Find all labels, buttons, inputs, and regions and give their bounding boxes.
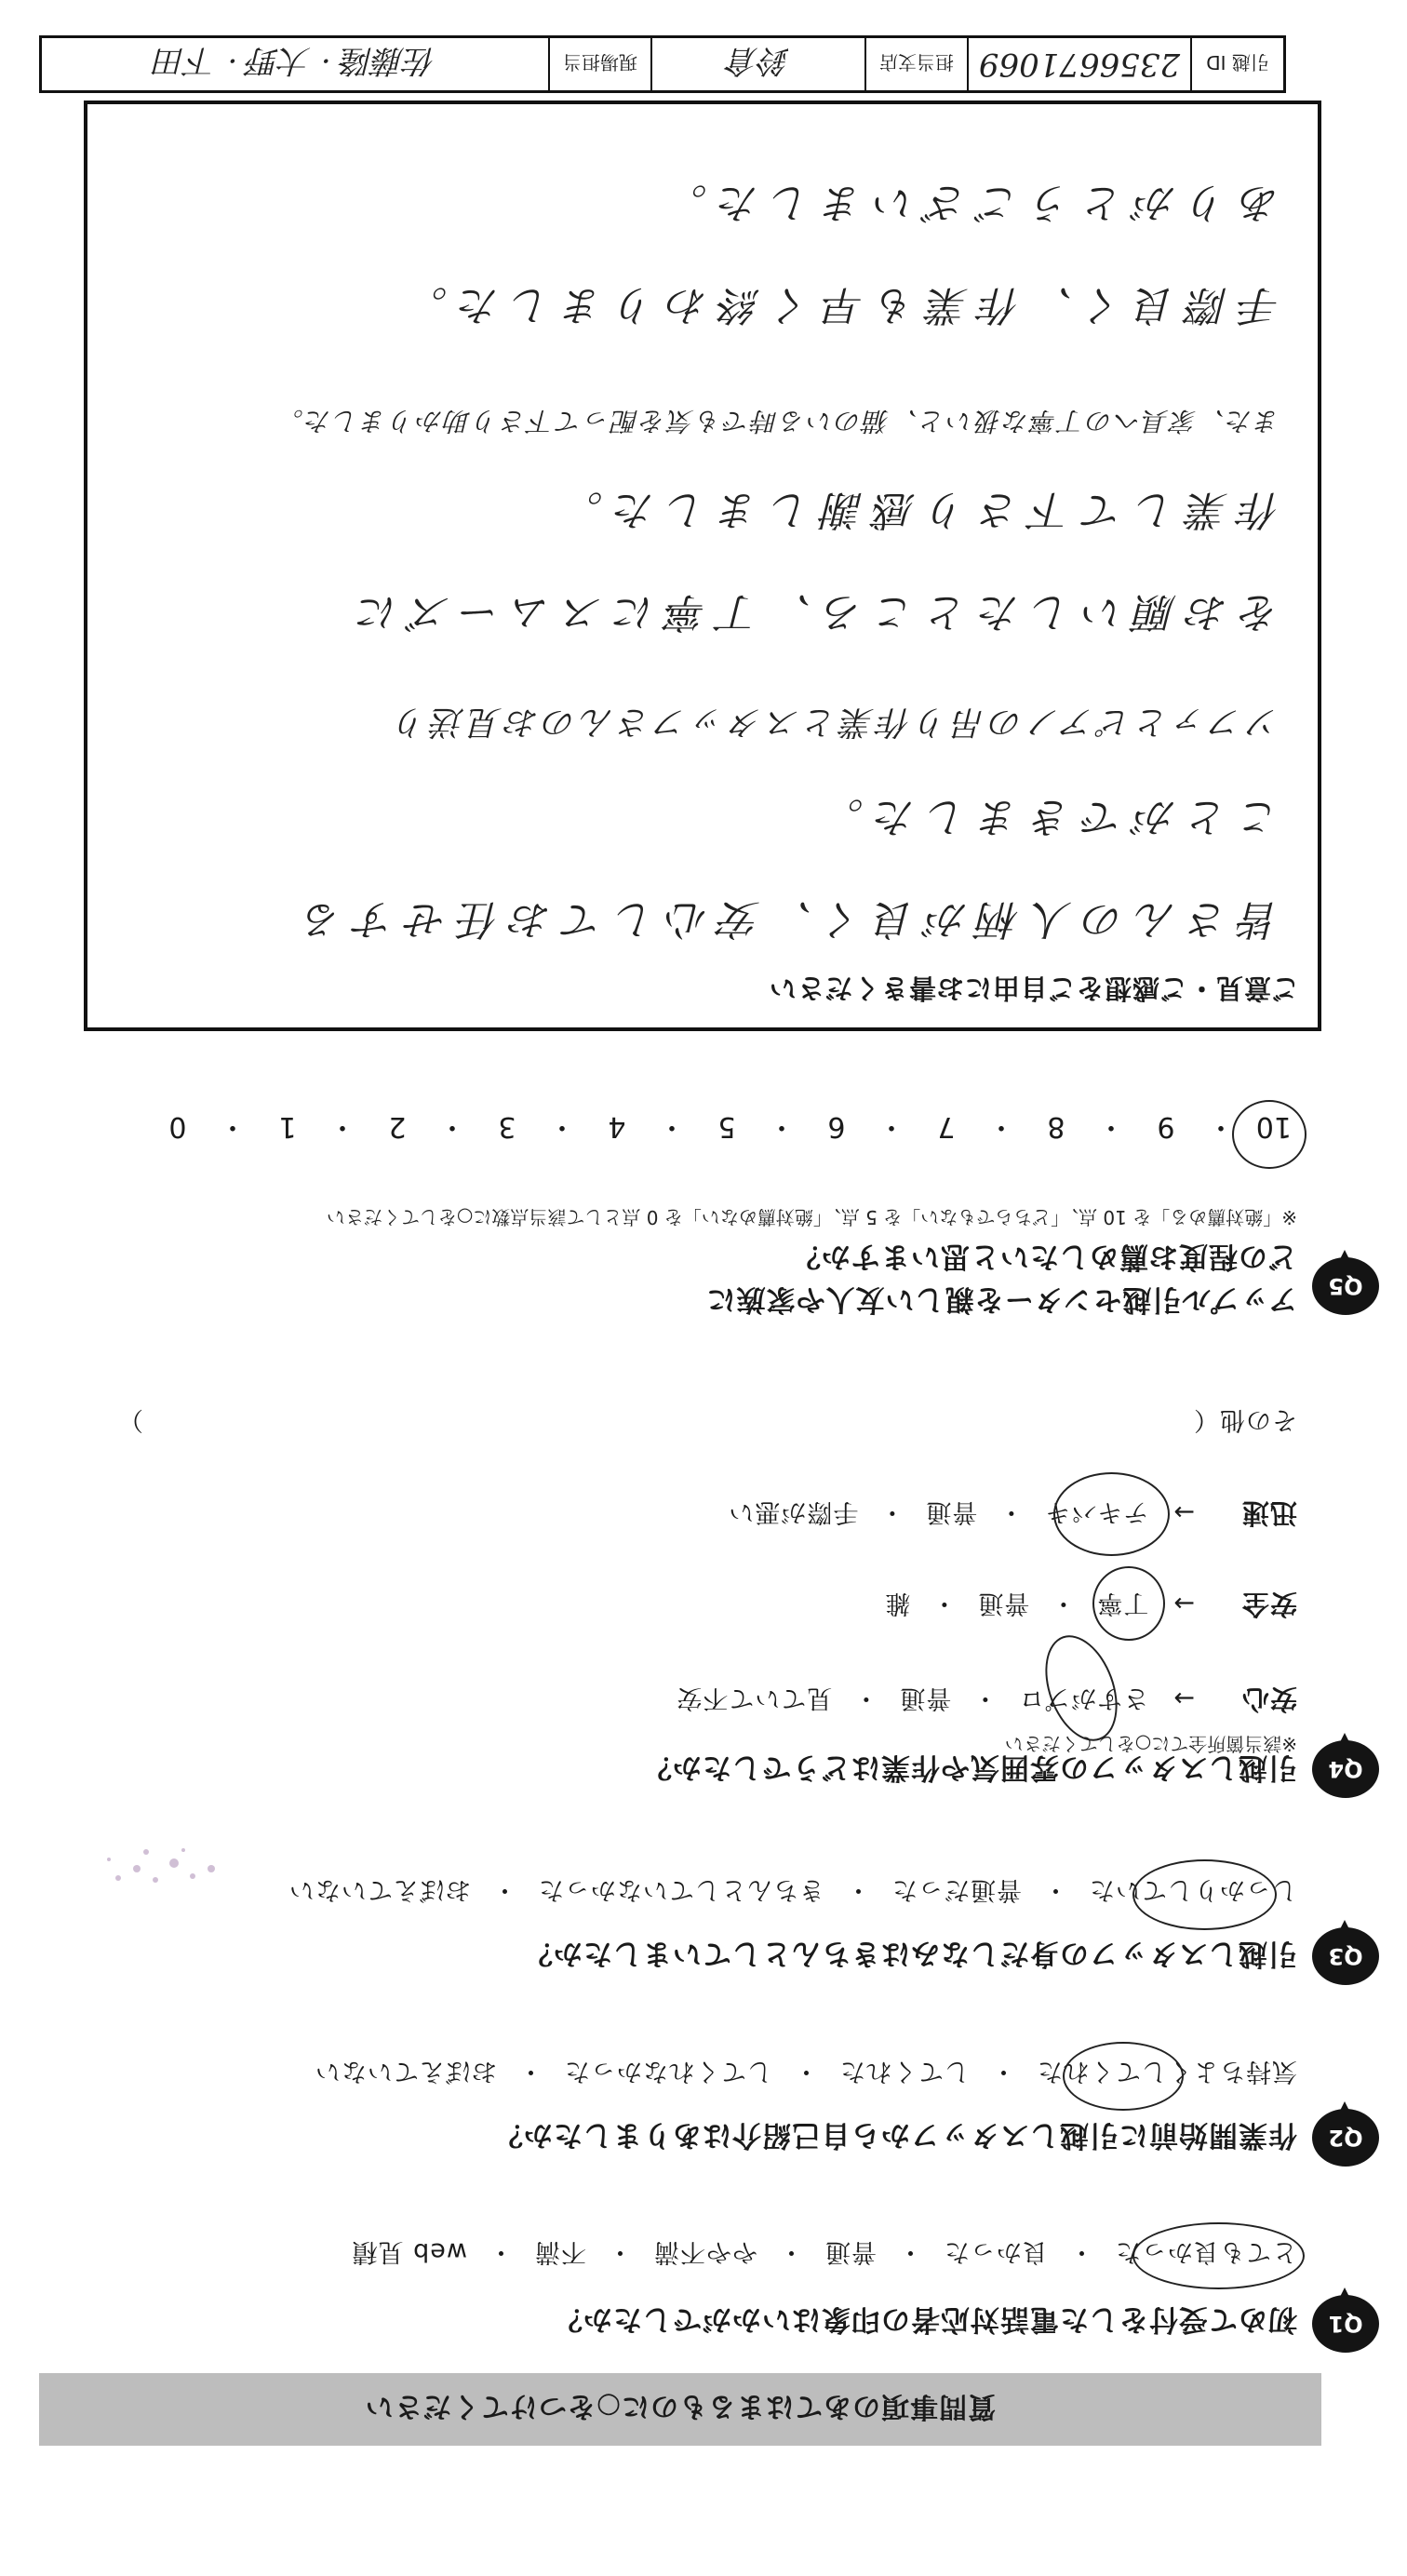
comment-line-8: ありがとうございました。 <box>655 179 1280 226</box>
q4-relief-option-normal[interactable]: 普通 <box>899 1684 952 1712</box>
q4-speed-answer-circle <box>1053 1472 1170 1556</box>
scale-5[interactable]: 5 <box>717 1110 736 1143</box>
q5-note: ※「絶対薦める」を 10 点、「どちらでもない」を 5 点、「絶対薦めない」を 0 点として該当点数に○をしてください <box>326 1206 1297 1228</box>
branch-label-cell <box>864 38 967 90</box>
scale-1[interactable]: 1 <box>278 1110 297 1143</box>
q5-scale: 10・9・8・7・6・5・4・3・2・1・0 <box>162 1109 1292 1150</box>
scale-8[interactable]: 8 <box>1047 1110 1065 1143</box>
comments-box[interactable] <box>84 101 1321 1031</box>
q2-option-dont-remember[interactable]: おぼえていない <box>315 2057 497 2086</box>
scale-2[interactable]: 2 <box>388 1110 407 1143</box>
q4-row-speed: 迅速→テキパキ・普通・手際が悪い <box>728 1496 1297 1534</box>
leader-value: 佐藤隆 · 大野 · 下田 <box>154 42 436 80</box>
q5-question-line1: アップル引越センターを親しい友人や家族に <box>705 1282 1297 1316</box>
q4-category-speed: 迅速 <box>1240 1497 1297 1529</box>
instruction-text: 質問事項のあてはまるものに○をつけてください <box>364 2390 997 2422</box>
comment-line-6: また、家具への丁寧な扱いと、猫のいる時でも気を配って下さり助かりました。 <box>275 406 1280 436</box>
id-value: 2356671069 <box>978 46 1181 83</box>
q5-question-line2: どの程度お薦めしたいと思いますか？ <box>791 1240 1297 1273</box>
q4-speed-option-normal[interactable]: 普通 <box>925 1497 978 1526</box>
q2-question: 作業開始前に引越しスタッフから自己紹介はありましたか？ <box>493 2118 1297 2152</box>
q4-row-relief: 安心→さすがプロ・普通・見ていて不安 <box>676 1682 1297 1720</box>
q3-option-dont-remember[interactable]: おぼえていない <box>288 1875 471 1904</box>
q3-option-not-neat[interactable]: きちんとしていなかった <box>538 1875 824 1904</box>
comment-line-1: 皆さんの人柄が良く、安心してお任せする <box>290 895 1280 943</box>
id-label-cell <box>1190 38 1283 90</box>
q4-other-close: ） <box>117 1405 143 1434</box>
id-value-cell <box>967 38 1190 90</box>
footer-id-table <box>39 35 1286 93</box>
q4-other-label: その他（ <box>1193 1405 1297 1434</box>
branch-label: 担当支店 <box>879 51 954 74</box>
branch-value: 鈴倉 <box>727 42 790 80</box>
ink-smudge <box>62 1822 248 1925</box>
branch-value-cell <box>650 38 864 90</box>
q1-option-somewhat-unsatisfied[interactable]: やや不満 <box>653 2237 757 2266</box>
leader-label: 現場担当 <box>563 51 637 74</box>
q2-answer-circle <box>1063 2042 1184 2111</box>
comment-line-2: ことができました。 <box>811 793 1280 840</box>
comment-line-5: 作業して下さり感謝しました。 <box>551 486 1280 533</box>
scale-4[interactable]: 4 <box>608 1110 626 1143</box>
q4-note: ※該当箇所全てに○をしてください <box>1004 1733 1297 1755</box>
leader-value-cell <box>42 38 548 90</box>
q4-relief-option-pro[interactable]: さすがプロ <box>1018 1684 1149 1712</box>
q4-category-safety: 安全 <box>1240 1589 1297 1620</box>
scale-0[interactable]: 0 <box>168 1110 187 1143</box>
q5-badge: Q5 <box>1312 1257 1379 1315</box>
q5-answer-circle <box>1232 1100 1306 1169</box>
q4-speed-option-clumsy[interactable]: 手際が悪い <box>728 1497 859 1526</box>
q4-safety-answer-circle <box>1092 1566 1165 1641</box>
q1-badge: Q1 <box>1312 2295 1379 2353</box>
instruction-banner <box>39 2373 1321 2446</box>
q2-option-gladly[interactable]: 気持ちよくしてくれた <box>1037 2057 1297 2086</box>
scale-10[interactable]: 10 <box>1255 1110 1292 1143</box>
comment-line-4: をお願いしたところ、丁寧にスムーズに <box>346 588 1280 636</box>
q4-speed-option-brisk[interactable]: テキパキ <box>1044 1497 1149 1526</box>
q3-badge: Q3 <box>1312 1927 1379 1985</box>
q4-safety-option-normal[interactable]: 普通 <box>977 1589 1030 1617</box>
comment-line-7: 手際良く、作業も早く終わりました。 <box>395 281 1280 329</box>
q4-safety-option-careful[interactable]: 丁寧 <box>1096 1589 1149 1617</box>
q1-question: 初めて受付をした電話対応者の印象はいかがでしたか？ <box>553 2302 1297 2336</box>
q4-row-safety: 安全→丁寧・普通・雑 <box>884 1587 1297 1625</box>
q1-option-good[interactable]: 良かった <box>944 2237 1048 2266</box>
scale-6[interactable]: 6 <box>827 1110 846 1143</box>
q1-answer-circle <box>1132 2222 1305 2289</box>
q4-relief-option-anxious[interactable]: 見ていて不安 <box>676 1684 833 1712</box>
leader-label-cell <box>548 38 650 90</box>
q1-option-web-estimate[interactable]: web 見積 <box>351 2237 467 2266</box>
q3-question: 引越しスタッフの身だしなみはきちんとしていましたか？ <box>523 1937 1297 1970</box>
scale-9[interactable]: 9 <box>1157 1110 1175 1143</box>
q2-option-did[interactable]: してくれた <box>839 2057 970 2086</box>
q4-category-relief: 安心 <box>1240 1684 1297 1715</box>
scale-7[interactable]: 7 <box>937 1110 956 1143</box>
q1-option-normal[interactable]: 普通 <box>824 2237 877 2266</box>
q4-question: 引越しスタッフの雰囲気や作業はどうでしたか？ <box>642 1751 1297 1784</box>
q1-option-very-good[interactable]: とても良かった <box>1115 2237 1297 2266</box>
q2-option-did-not[interactable]: してくれなかった <box>564 2057 772 2086</box>
q1-options: とても良かった・良かった・普通・やや不満・不満・web 見積 <box>352 2236 1297 2273</box>
comment-line-3: ソファとピアノの吊り作業とスタッフさんのお見送り <box>390 703 1280 741</box>
q2-options: 気持ちよくしてくれた・してくれた・してくれなかった・おぼえていない <box>315 2056 1297 2092</box>
q3-options: しっかりしていた・普通だった・きちんとしていなかった・おぼえていない <box>288 1874 1297 1911</box>
q4-badge: Q4 <box>1312 1740 1379 1798</box>
q3-answer-circle <box>1132 1859 1277 1930</box>
scale-3[interactable]: 3 <box>498 1110 516 1143</box>
q4-safety-option-rough[interactable]: 雑 <box>884 1589 911 1617</box>
q1-option-unsatisfied[interactable]: 不満 <box>534 2237 586 2266</box>
comments-heading: ご意見・ご感想をご自由にお書きください <box>768 973 1299 1004</box>
id-label: 引越 ID <box>1206 51 1269 74</box>
q3-option-normal[interactable]: 普通だった <box>891 1875 1022 1904</box>
q3-option-neat[interactable]: しっかりしていた <box>1089 1875 1297 1904</box>
q2-badge: Q2 <box>1312 2109 1379 2167</box>
q4-row-other <box>87 1404 1297 1441</box>
